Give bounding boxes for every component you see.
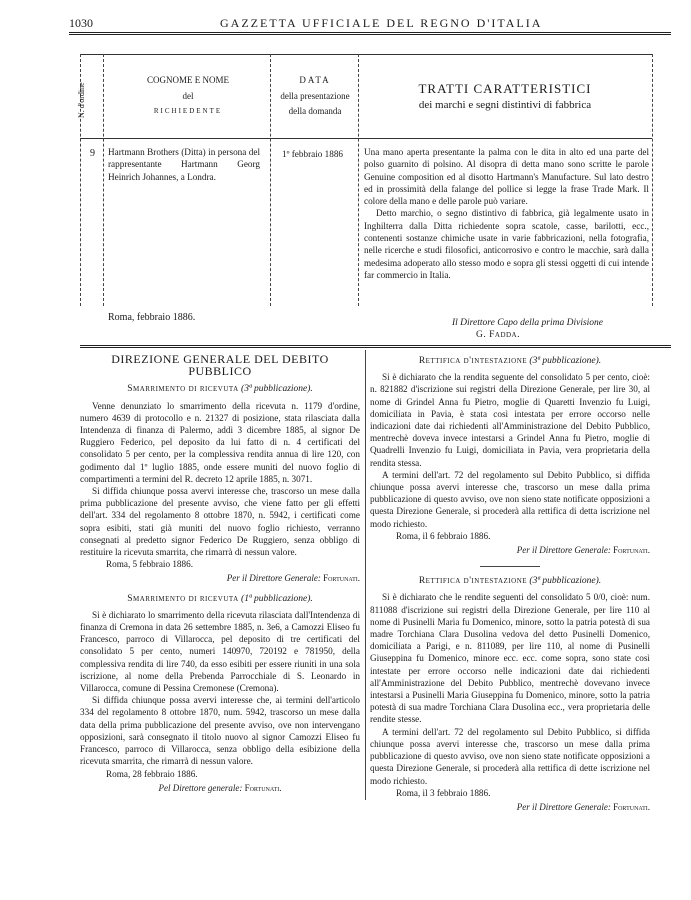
signature-name: Fortunati. (323, 573, 360, 584)
notice-paragraph: Si diffida chiunque possa avervi interesse che, trascorso un mese dalla prima pubblicazione del presente avviso, che viene fatto per gli effetti dell'art. 334 del regolamento 8 ottobre 1870, n. 5942, i certificati come sopra esibiti, stati già muniti del nuovo foglio richiesto, verranno consegnati al predetto signor Federico De Ruggiero, senza obbligo di restituire la ricevuta smarrita, che rimarrà di nessun valore. (80, 486, 360, 558)
notice-title: Smarrimento di ricevuta (127, 384, 239, 395)
col-header-tratti (380, 80, 630, 114)
column-divider (365, 350, 366, 800)
applicant-name: Hartmann Brothers (Ditta) in persona del rappresentante Hartmann Georg Heinrich Johannes, a Londra. (108, 147, 260, 182)
table-right-border (652, 54, 653, 306)
section-rule (80, 345, 671, 346)
notice-title: Rettifica d'intestazione (418, 356, 528, 366)
signature-name: Fortunati. (244, 782, 282, 793)
header-line: della presentazione (280, 91, 350, 101)
right-column (370, 353, 650, 821)
table-top-rule (80, 54, 652, 55)
notice-paragraph: Venne denunziato lo smarrimento della ricevuta n. 1179 d'ordine, numero 4639 di protocollo e n. 21327 di posizione, stata rilasciata dalla Intendenza di finanza di Palermo, addì 3 dicembre 1885, al signor De Ruggiero Federico, pel deposito da lui fatto di n. 4 certificati del consolidato 5 per cento, per la complessiva rendita annua di lire 120, con godimento dal 1º luglio 1885, onde essere muniti del nuovo foglio di compartimenti a termini del R. decreto 12 aprile 1885, n. 3071. (80, 400, 360, 484)
notice-paragraph: Si è dichiarato lo smarrimento della ricevuta rilasciata dall'Intendenza di finanza di Cremona in data 26 settembre 1885, n. 3e6, a Camozzi Eliseo fu Francesco, parroco di Villarocca, pel deposito di tre certificati del consolidato 5 per cento, numeri 140970, 720192 e 781950, della complessiva rendita di lire 740, da esso esibiti per essere riuniti in una sola iscrizione, al nome della Prebenda Parrocchiale di S. Leonardo in Villarocca, comune di Pessina Cremonese (Cremona). (80, 609, 360, 694)
page-number: 1030 (69, 16, 93, 30)
notice-date: Roma, 28 febbraio 1886. (106, 768, 198, 779)
notice-heading (370, 575, 650, 587)
section-rule-2 (80, 347, 671, 348)
header-line: dei marchi e segni distintivi di fabbrica (418, 99, 592, 111)
notice-date: Roma, il 3 febbraio 1886. (396, 787, 491, 798)
publication-note: (3ª pubblicazione). (241, 384, 313, 395)
director-title: Il Direttore Capo della prima Divisione (452, 318, 604, 328)
section-title: DIREZIONE GENERALE DEL DEBITO PUBBLICO (111, 352, 329, 379)
col-header-data (272, 74, 358, 117)
col-header-nome (108, 74, 268, 117)
table-header-rule (80, 138, 652, 139)
notice-date: Roma, il 6 febbraio 1886. (396, 530, 491, 541)
left-column (80, 353, 360, 802)
header-line: COGNOME E NOME (147, 75, 229, 85)
trademark-description (364, 146, 649, 281)
description-paragraph: Detto marchio, o segno distintivo di fabbrica, già legalmente usato in Inghilterra dalla Ditta richiedente sopra scatole, casse, barilotti, ecc., contenenti sostanze chimiche usate in varie fabbricazioni, nella fotografia, nelle ricerche e studi filosofici, anticorrosivo e contro le macchie, sarà dalla medesima adoperato allo stesso modo e sopra gli stessi oggetti di cui intende far commercio in Italia. (364, 208, 649, 280)
notice-paragraph: A termini dell'art. 72 del regolamento sul Debito Pubblico, si diffida chiunque possa avervi interesse che, trascorso un mese dalla prima pubblicazione di questo avviso, ove non sieno state notificate opposizioni a questa Direzione Generale, si procederà alla rettifica di detta iscrizione nel modo richiesto. (370, 469, 650, 529)
signature (370, 544, 650, 556)
header-rule (69, 32, 671, 33)
notice-title: Smarrimento di ricevuta (127, 593, 239, 604)
publication-note: (3ª pubblicazione). (529, 356, 602, 366)
notice-heading (80, 383, 360, 395)
publication-note: (3ª pubblicazione). (529, 576, 602, 587)
header-line: della domanda (288, 106, 342, 116)
gazette-title: GAZZETTA UFFICIALE DEL REGNO D'ITALIA (220, 16, 543, 30)
application-date: 1º febbraio 1886 (282, 149, 344, 159)
signature-name: Fortunati. (613, 801, 650, 812)
header-line: RICHIEDENTE (153, 107, 223, 115)
header-line: TRATTI CARATTERISTICI (418, 81, 592, 96)
col-header-ordine: N. d'ordine (77, 82, 86, 118)
signature-label: Per il Direttore Generale: (516, 801, 611, 812)
description-paragraph: Una mano aperta presentante la palma con le dita in alto ed una parte del polso guarnito di polsino. Al disopra di detta mano sono scritte le parole Genuine composition ed al disotto Hartmann's Manufacture. Sul lato destro ed in prossimità della falange del pollice si legge la frase Trade Mark. Il colore della mano e delle parole può variare. (364, 147, 649, 207)
signature-name: Fortunati. (613, 545, 650, 556)
notice-title: Rettifica d'intestazione (418, 576, 528, 587)
director-name: G. Fadda. (476, 330, 520, 340)
notice-paragraph: Si è dichiarato che le rendite seguenti del consolidato 5 0/0, cioè: num. 811088 d'iscrizione sui registri della Direzione Generale, per lire 110 al nome di Pusinelli Maria fu Domenico, minore, sotto la patria potestà di sua madre Torchiana Clara Dusolina vedova del detto Pusinelli Domenico, domiciliata a Parigi, e n. 811089, per lire 110, al nome di Pusinelli Giuseppina fu Domenico, minore ecc. ecc. come sopra, sono state così intestate per errore occorso nelle indicazioni date dai richiedenti all'Amministrazione del Debito Pubblico, mentrechè dovevano invece intestarsi a Pusinelli Maria Giuseppina fu Domenico, minore, sotto la patria potestà di sua madre Torchiana Clara Dusolina ecc., vera proprietaria delle rendite stesse. (370, 592, 650, 725)
notice-paragraph: Si è dichiarato che la rendita seguente del consolidato 5 per cento, cioè: n. 821882 d'iscrizione sui registri della Direzione Generale, per lire 30, al nome di Grindel Anna fu Pietro, moglie di Quaretti Invenzio fu Luigi, domiciliata in Pavia, è stata così intestata per errore occorso nelle indicazioni date dai richiedenti all'Amministrazione del Debito Pubblico, mentrechè doveva invece intestarsi a Grindel Anna fu Pietro, moglie di Quadrelli Invenzio fu Luigi, domiciliata in Pavia, vera proprietaria della rendita stessa. (370, 372, 650, 468)
signature (80, 782, 360, 794)
row-number: 9 (90, 148, 95, 159)
header-line: del (182, 91, 194, 101)
table-date-line: Roma, febbraio 1886. (108, 312, 196, 323)
signature (370, 801, 650, 813)
publication-note: (1ª pubblicazione). (241, 593, 313, 604)
notice-paragraph: A termini dell'art. 72 del regolamento sul Debito Pubblico, si diffida chiunque possa avervi interesse che, trascorso un mese dalla prima pubblicazione di questo avviso, ove non sieno state notificate opposizioni a questa Direzione Generale, si procederà alla rettifica di dette iscrizione nel modo richiesto. (370, 726, 650, 786)
notice-heading (370, 355, 650, 367)
col-divider (358, 54, 359, 306)
notice-separator (480, 566, 540, 567)
signature-label: Pel Direttore generale: (158, 782, 243, 793)
signature-label: Per il Direttore Generale: (516, 545, 611, 556)
notice-date: Roma, 5 febbraio 1886. (106, 559, 194, 570)
col-divider (270, 54, 271, 306)
header-rule-2 (69, 34, 671, 35)
notice-paragraph: Si diffida chiunque possa avervi interesse che, ai termini dell'articolo 334 del regolamento 8 ottobre 1870, num. 5942, trascorso un mese dalla data della prima pubblicazione del presente avviso, ove non intervengano opposizioni, sarà consegnato il titolo nuovo al signor Camozzi Eliseo fu Francesco, parroco di Villarocca, senza obbligo della esibizione della ricevuta smarrita, che rimarrà di nessun valore. (80, 695, 360, 767)
notice-heading (80, 593, 360, 605)
signature (80, 572, 360, 584)
header-line: DATA (299, 75, 331, 85)
signature-label: Per il Direttore Generale: (226, 573, 321, 584)
